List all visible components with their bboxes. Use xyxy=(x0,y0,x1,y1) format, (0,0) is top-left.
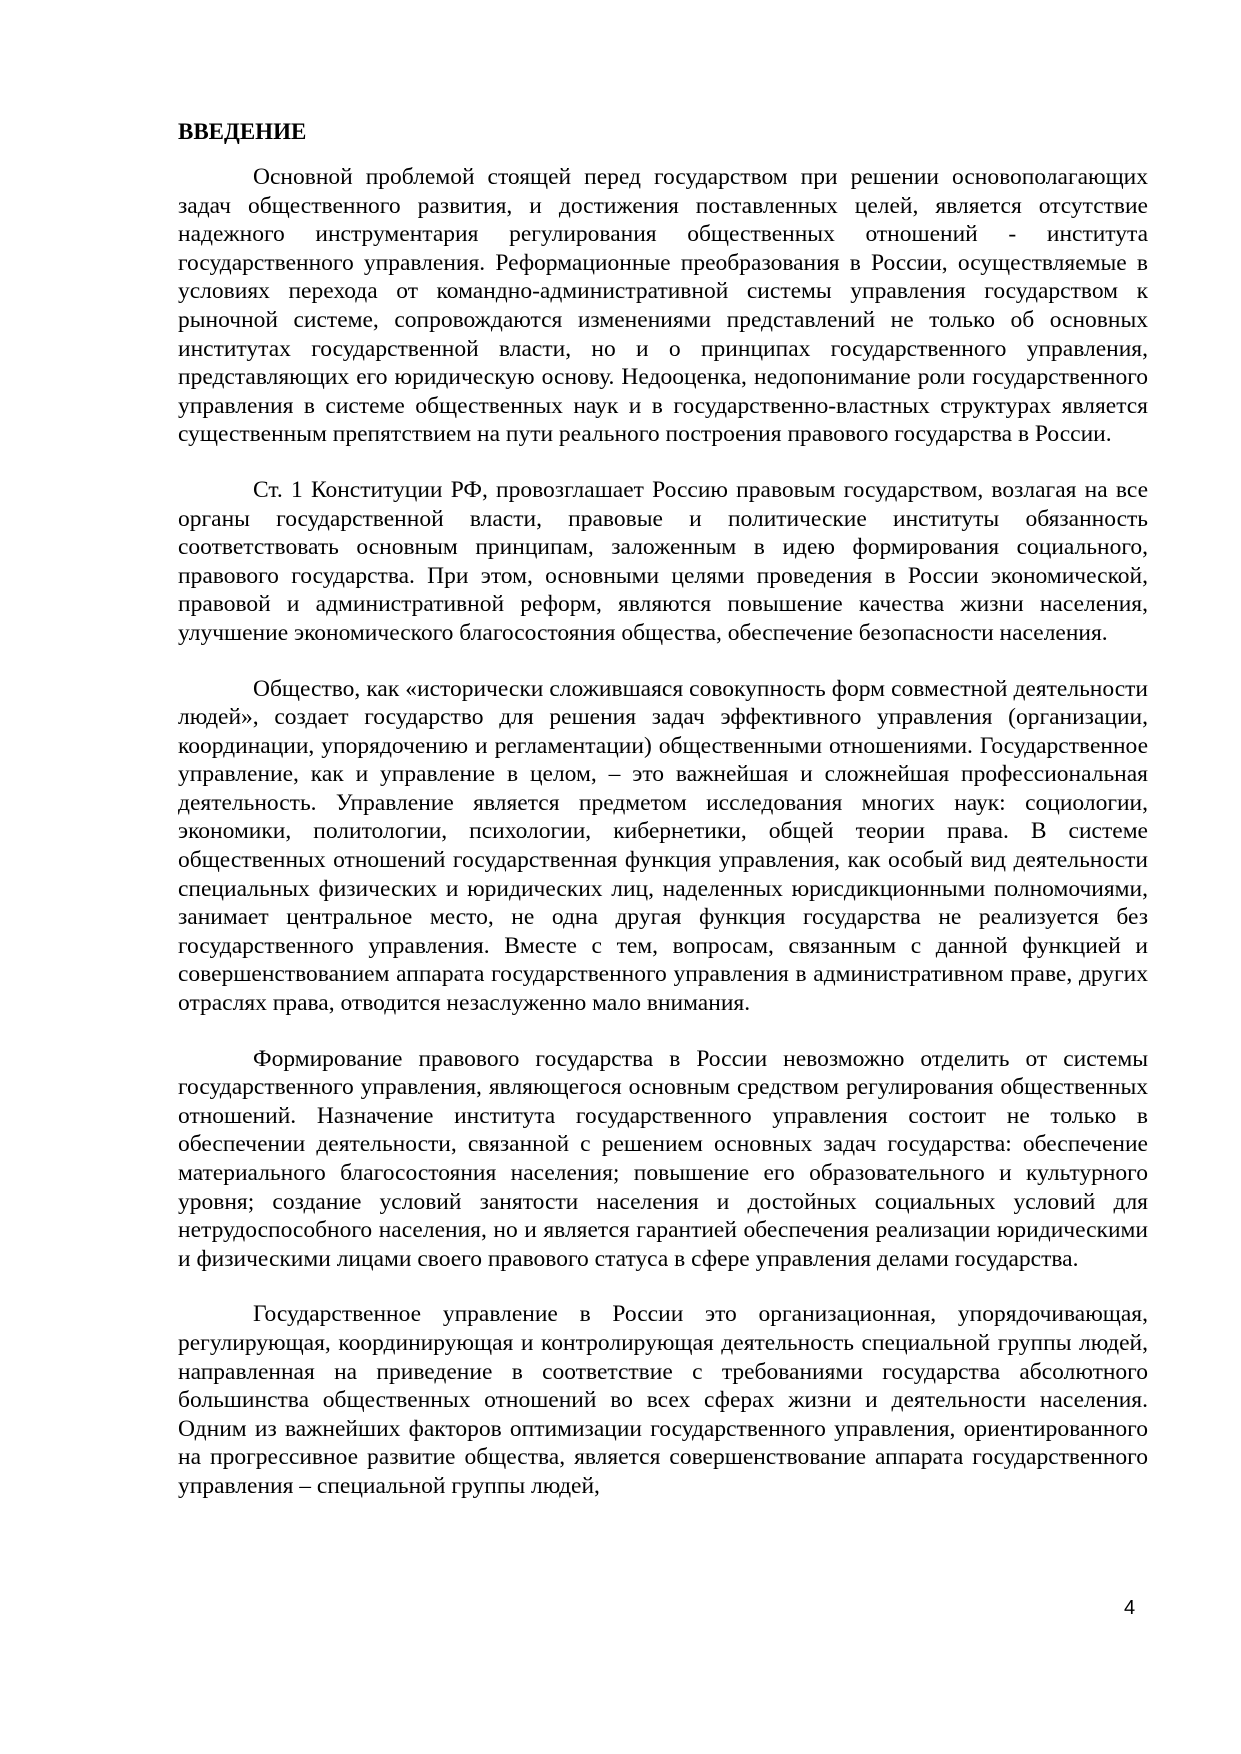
paragraph-3: Общество, как «исторически сложившаяся совокупность форм совместной деятельности людей», создает государство для решения задач эффективного управления (организации, координации, упорядочению и регламентации) общественными отношениями. Государственное управление, как и управление в целом, – это важнейшая и сложнейшая профессиональная деятельность. Управление является предметом исследования многих наук: социологии, экономики, политологии, психологии, кибернетики, общей теории права. В системе общественных отношений государственная функция управления, как особый вид деятельности специальных физических и юридических лиц, наделенных юрисдикционными полномочиями, занимает центральное место, не одна другая функция государства не реализуется без государственного управления. Вместе с тем, вопросам, связанным с данной функцией и совершенствованием аппарата государственного управления в административном праве, других отраслях права, отводится незаслуженно мало внимания. xyxy=(178,675,1148,1017)
page-number: 4 xyxy=(1124,1597,1136,1619)
paragraph-1: Основной проблемой стоящей перед государством при решении основополагающих задач общественного развития, и достижения поставленных целей, является отсутствие надежного инструментария регулирования общественных отношений - института государственного управления. Реформационные преобразования в России, осуществляемые в условиях перехода от командно-административной системы управления государством к рыночной системе, сопровождаются изменениями представлений не только об основных институтах государственной власти, но и о принципах государственного управления, представляющих его юридическую основу. Недооценка, недопонимание роли государственного управления в системе общественных наук и в государственно-властных структурах является существенным препятствием на пути реального построения правового государства в России. xyxy=(178,164,1148,448)
paragraph-2: Ст. 1 Конституции РФ, провозглашает Россию правовым государством, возлагая на все органы государственной власти, правовые и политические институты обязанность соответствовать основным принципам, заложенным в идею формирования социального, правового государства. При этом, основными целями проведения в России экономической, правовой и административной реформ, являются повышение качества жизни населения, улучшение экономического благосостояния общества, обеспечение безопасности населения. xyxy=(178,476,1148,646)
paragraph-5: Государственное управление в России это организационная, упорядочивающая, регулирующая, координирующая и контролирующая деятельность специальной группы людей, направленная на приведение в соответствие с требованиями государства абсолютного большинства общественных отношений во всех сферах жизни и деятельности населения. Одним из важнейших факторов оптимизации государственного управления, ориентированного на прогрессивное развитие общества, является совершенствование аппарата государственного управления – специальной группы людей, xyxy=(178,1301,1148,1499)
section-heading: ВВЕДЕНИЕ xyxy=(178,119,307,144)
paragraph-4: Формирование правового государства в России невозможно отделить от системы государственного управления, являющегося основным средством регулирования общественных отношений. Назначение института государственного управления состоит не только в обеспечении деятельности, связанной с решением основных задач государства: обеспечение материального благосостояния населения; повышение его образовательного и культурного уровня; создание условий занятости населения и достойных социальных условий для нетрудоспособного населения, но и является гарантией обеспечения реализации юридическими и физическими лицами своего правового статуса в сфере управления делами государства. xyxy=(178,1045,1148,1272)
document-body xyxy=(178,118,1148,1501)
